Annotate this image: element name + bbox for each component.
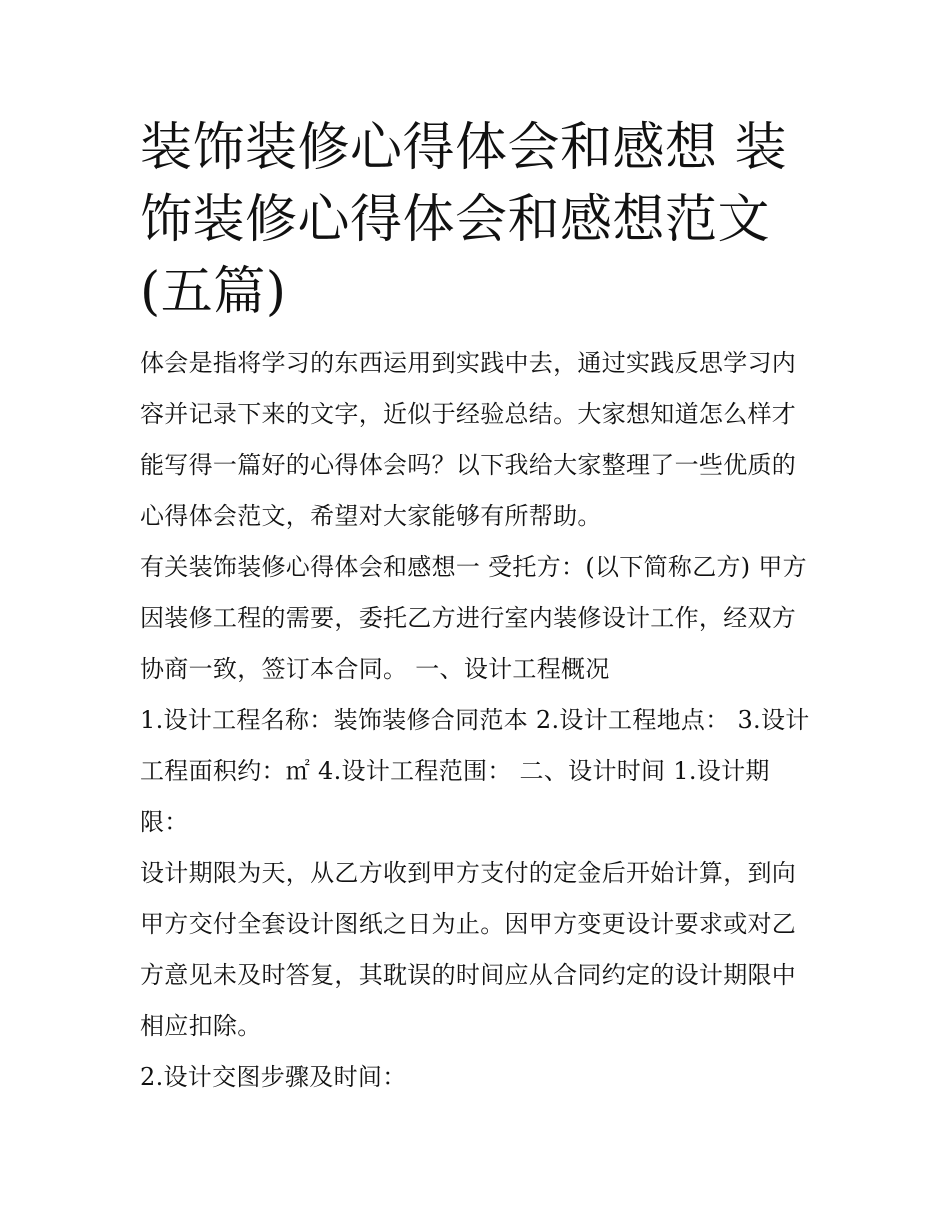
document-body: [140, 112, 815, 1103]
paragraph-contract-intro: 有关装饰装修心得体会和感想一 受托方：(以下简称乙方) 甲方因装修工程的需要，委托乙方进行室内装修设计工作，经双方协商一致，签订本合同。 一、设计工程概况: [140, 553, 807, 683]
paragraph-design-period: 设计期限为天，从乙方收到甲方支付的定金后开始计算，到向甲方交付全套设计图纸之日为止。因甲方变更设计要求或对乙方意见未及时答复，其耽误的时间应从合同约定的设计期限中相应扣除。: [140, 859, 797, 1040]
paragraph-project-overview: 1.设计工程名称：装饰装修合同范本 2.设计工程地点： 3.设计工程面积约：㎡ 4.设计工程范围： 二、设计时间 1.设计期限：: [140, 706, 810, 836]
paragraph-delivery-steps: 2.设计交图步骤及时间：: [140, 1063, 407, 1091]
document-title: 装饰装修心得体会和感想 装饰装修心得体会和感想范文(五篇): [140, 118, 788, 322]
paragraph-intro: 体会是指将学习的东西运用到实践中去，通过实践反思学习内容并记录下来的文字，近似于经验总结。大家想知道怎么样才能写得一篇好的心得体会吗？以下我给大家整理了一些优质的心得体会范文，希望对大家能够有所帮助。: [140, 349, 797, 530]
